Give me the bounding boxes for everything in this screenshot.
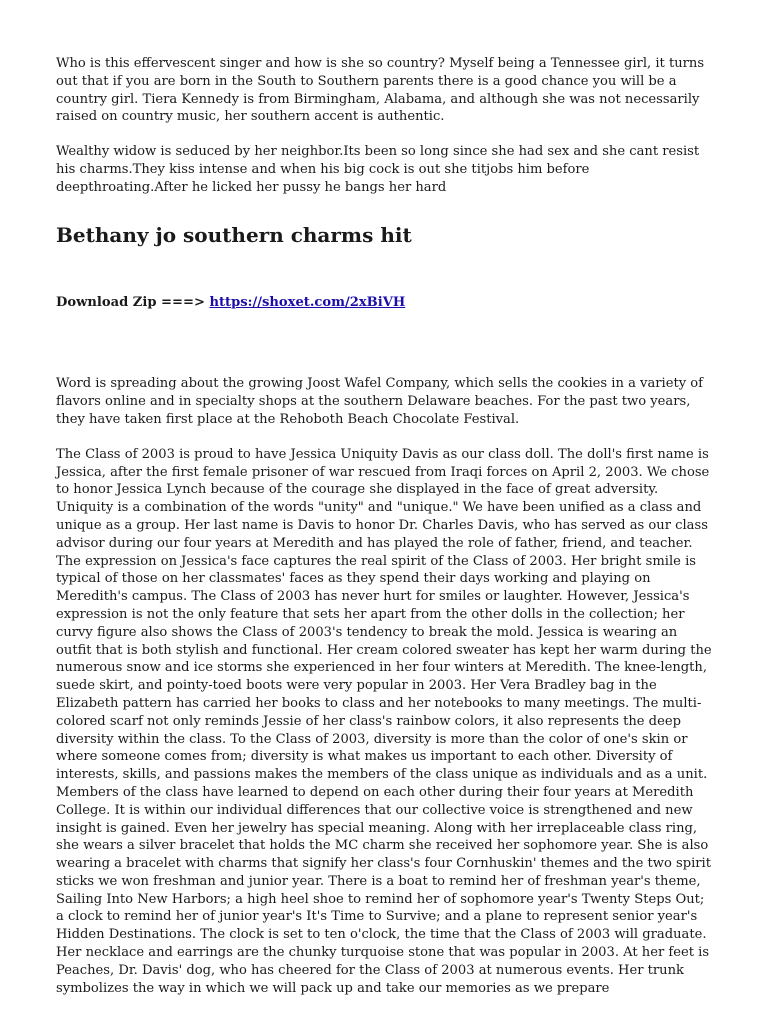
download-line xyxy=(56,294,716,312)
body-paragraph: The Class of 2003 is proud to have Jessica Uniquity Davis as our class doll. The doll's first name is Jessica, after the first female prisoner of war rescued from Iraqi forces on April 2, 2003. We chose to honor Jessica Lynch because of the courage she displayed in the face of great adversity. Uniquity is a combination of the words "unity" and "unique." We have been unified as a class and unique as a group. Her last name is Davis to honor Dr. Charles Davis, who has served as our class advisor during our four years at Meredith and has played the role of father, friend, and teacher. The expression on Jessica's face captures the real spirit of the Class of 2003. Her bright smile is typical of those on her classmates' faces as they spend their days working and playing on Meredith's campus. The Class of 2003 has never hurt for smiles or laughter. However, Jessica's expression is not the only feature that sets her apart from the other dolls in the collection; her curvy figure also shows the Class of 2003's tendency to break the mold. Jessica is wearing an outfit that is both stylish and functional. Her cream colored sweater has kept her warm during the numerous snow and ice storms she experienced in her four winters at Meredith. The knee-length, suede skirt, and pointy-toed boots were very popular in 2003. Her Vera Bradley bag in the Elizabeth pattern has carried her books to class and her notebooks to many meetings. The multi-colored scarf not only reminds Jessie of her class's rainbow colors, it also represents the deep diversity within the class. To the Class of 2003, diversity is more than the color of one's skin or where someone comes from; diversity is what makes us important to each other. Diversity of interests, skills, and passions makes the members of the class unique as individuals and as a unit. Members of the class have learned to depend on each other during their four years at Meredith College. It is within our individual differences that our collective voice is strengthened and new insight is gained. Even her jewelry has special meaning. Along with her irreplaceable class ring, she wears a silver bracelet that holds the MC charm she received her sophomore year. She is also wearing a bracelet with charms that signify her class's four Cornhuskin' themes and the two spirit sticks we won freshman and junior year. There is a boat to remind her of freshman year's theme, Sailing Into New Harbors; a high heel shoe to remind her of sophomore year's Twenty Steps Out; a clock to remind her of junior year's It's Time to Survive; and a plane to represent senior year's Hidden Destinations. The clock is set to ten o'clock, the time that the Class of 2003 will graduate. Her necklace and earrings are the chunky turquoise stone that was popular in 2003. At her feet is Peaches, Dr. Davis' dog, who has cheered for the Class of 2003 at numerous events. Her trunk symbolizes the way in which we will pack up and take our memories as we prepare xyxy=(56,446,712,996)
intro-paragraph: Who is this effervescent singer and how is she so country? Myself being a Tennessee girl, it turns out that if you are born in the South to Southern parents there is a good chance you will be a country girl. Tiera Kennedy is from Birmingham, Alabama, and although she was not necessarily raised on country music, her southern accent is authentic. xyxy=(56,56,705,125)
third-paragraph: Word is spreading about the growing Joost Wafel Company, which sells the cookies in a variety of flavors online and in specialty shops at the southern Delaware beaches. For the past two years, they have taken first place at the Rehoboth Beach Chocolate Festival. xyxy=(56,376,704,427)
download-label: Download Zip ===> xyxy=(56,294,210,310)
download-link[interactable]: https://shoxet.com/2xBiVH xyxy=(209,294,406,310)
second-paragraph: Wealthy widow is seduced by her neighbor.Its been so long since she had sex and she cant resist his charms.They kiss intense and when his big cock is out she titjobs him before deepthroating.After he licked her pussy he bangs her hard xyxy=(56,144,700,195)
document-page xyxy=(56,55,716,997)
page-heading: Bethany jo southern charms hit xyxy=(56,222,412,247)
